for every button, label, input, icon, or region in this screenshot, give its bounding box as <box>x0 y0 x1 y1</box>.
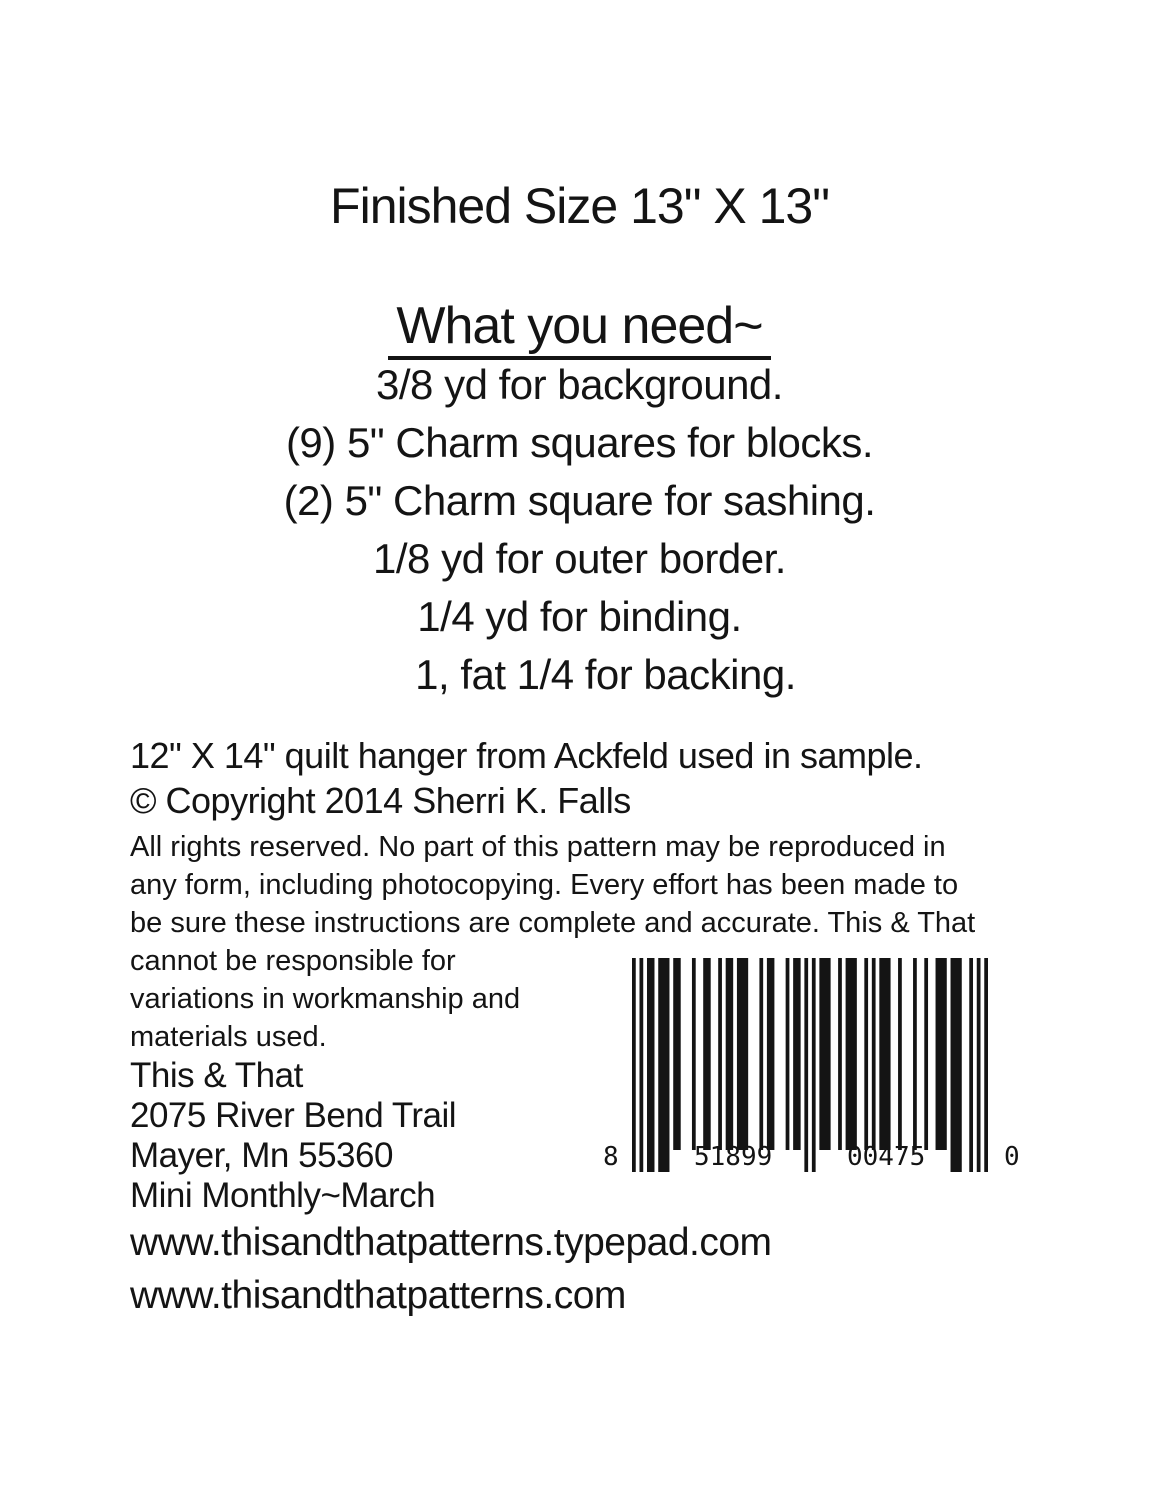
materials-item-backing: 1, fat 1/4 for backing. <box>415 651 796 698</box>
materials-section-heading-row <box>0 298 1159 360</box>
materials-item-background: 3/8 yd for background. <box>376 361 783 408</box>
page-title: Finished Size 13" X 13" <box>330 178 829 234</box>
rights-line: any form, including photocopying. Every effort has been made to <box>130 869 959 901</box>
rights-line: materials used. <box>130 1021 327 1053</box>
publisher-street: 2075 River Bend Trail <box>130 1096 457 1135</box>
publisher-name: This & That <box>130 1056 303 1095</box>
publisher-city: Mayer, Mn 55360 <box>130 1136 393 1175</box>
barcode-number-system-digit: 8 <box>603 1142 619 1172</box>
rights-line: cannot be responsible for <box>130 945 456 977</box>
materials-item-charm-blocks: (9) 5" Charm squares for blocks. <box>285 419 874 466</box>
materials-heading: What you need~ <box>388 298 770 360</box>
rights-line: be sure these instructions are complete and accurate. This & That <box>130 907 976 939</box>
hanger-note: 12" X 14" quilt hanger from Ackfeld used in sample. <box>130 735 923 776</box>
pattern-series-name: Mini Monthly~March <box>130 1176 436 1215</box>
barcode-bars <box>632 958 988 1172</box>
copyright-line: © Copyright 2014 Sherri K. Falls <box>130 780 631 821</box>
materials-item-outer-border: 1/8 yd for outer border. <box>373 535 786 582</box>
upc-barcode <box>600 958 1040 1174</box>
materials-item-charm-sashing: (2) 5" Charm square for sashing. <box>283 477 876 524</box>
barcode-left-group-digits: 51899 <box>694 1142 773 1172</box>
website-url-main: www.thisandthatpatterns.com <box>130 1274 626 1317</box>
materials-item-binding: 1/4 yd for binding. <box>417 593 742 640</box>
website-urls <box>130 1216 1130 1322</box>
website-url-typepad: www.thisandthatpatterns.typepad.com <box>130 1221 772 1264</box>
rights-line: variations in workmanship and <box>130 983 521 1015</box>
rights-line: All rights reserved. No part of this pattern may be reproduced in <box>130 831 946 863</box>
barcode-right-group-digits: 00475 <box>847 1142 926 1172</box>
materials-list <box>0 356 1159 704</box>
barcode-check-digit: 0 <box>1004 1142 1020 1172</box>
